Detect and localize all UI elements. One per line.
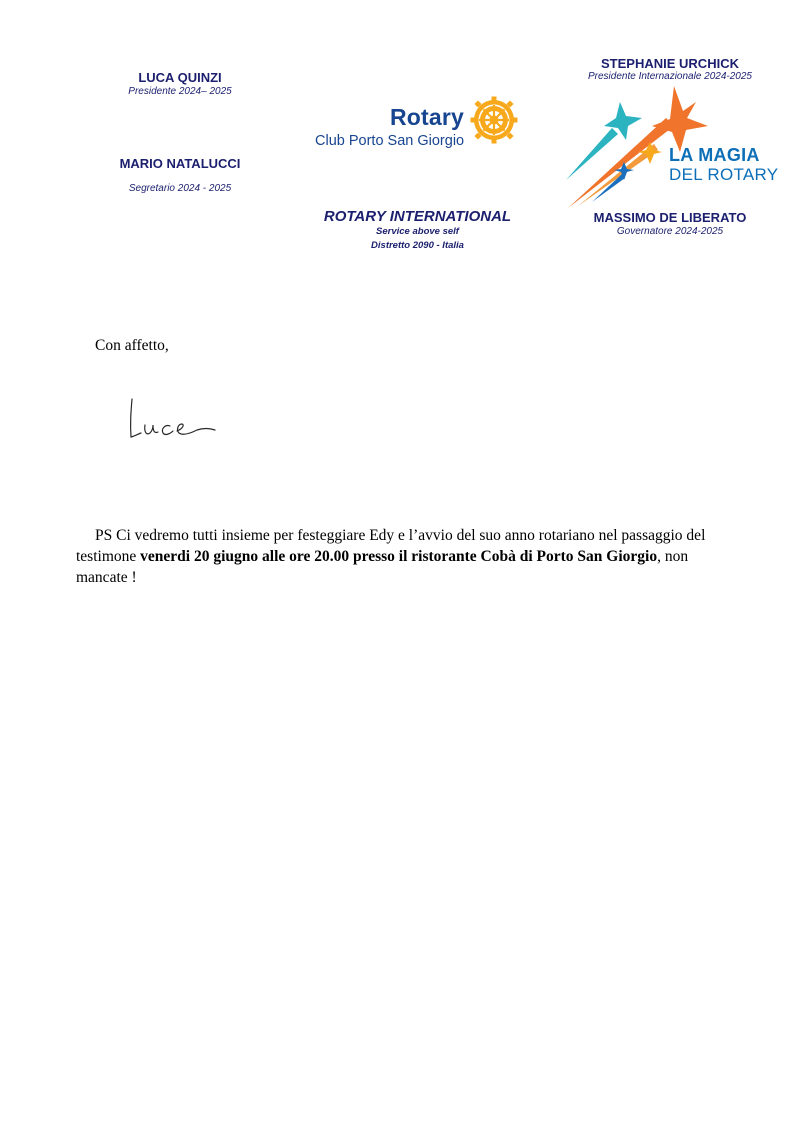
theme-line1: LA MAGIA [669, 145, 760, 165]
intl-president-role: Presidente Internazionale 2024-2025 [587, 71, 752, 82]
org-title: ROTARY INTERNATIONAL [323, 208, 512, 225]
magia-del-rotary-logo [562, 82, 782, 210]
secretary-role: Segretario 2024 - 2025 [128, 183, 232, 194]
ps-event-details: venerdi 20 giugno alle ore 20.00 presso il ristorante Cobà di Porto San Giorgio [140, 548, 658, 565]
secretary-name: MARIO NATALUCCI [119, 156, 241, 171]
president-name: LUCA QUINZI [138, 70, 222, 85]
intl-president-name: STEPHANIE URCHICK [601, 56, 739, 71]
ps-intro: PS Ci vedremo tutti insieme per festeggiare Edy e l’avvio del suo anno rotariano nel passaggio del testimone [76, 527, 706, 565]
theme-line2: DEL ROTARY [669, 165, 779, 184]
district: Distretto 2090 - Italia [371, 240, 464, 251]
org-motto: Service above self [376, 226, 459, 237]
governor-role: Governatore 2024-2025 [616, 226, 724, 237]
closing: Con affetto, [95, 337, 169, 354]
governor-name: MASSIMO DE LIBERATO [593, 210, 747, 225]
signature-image [125, 393, 225, 443]
rotary-logo-word: Rotary [390, 104, 465, 130]
club-name: Club Porto San Giorgio [315, 133, 465, 149]
rotary-club-logo [312, 95, 522, 155]
postscript [76, 525, 716, 588]
rotary-wheel-icon [470, 96, 518, 144]
president-role: Presidente 2024– 2025 [128, 86, 232, 97]
ps-outro: , non mancate ! [76, 548, 689, 586]
